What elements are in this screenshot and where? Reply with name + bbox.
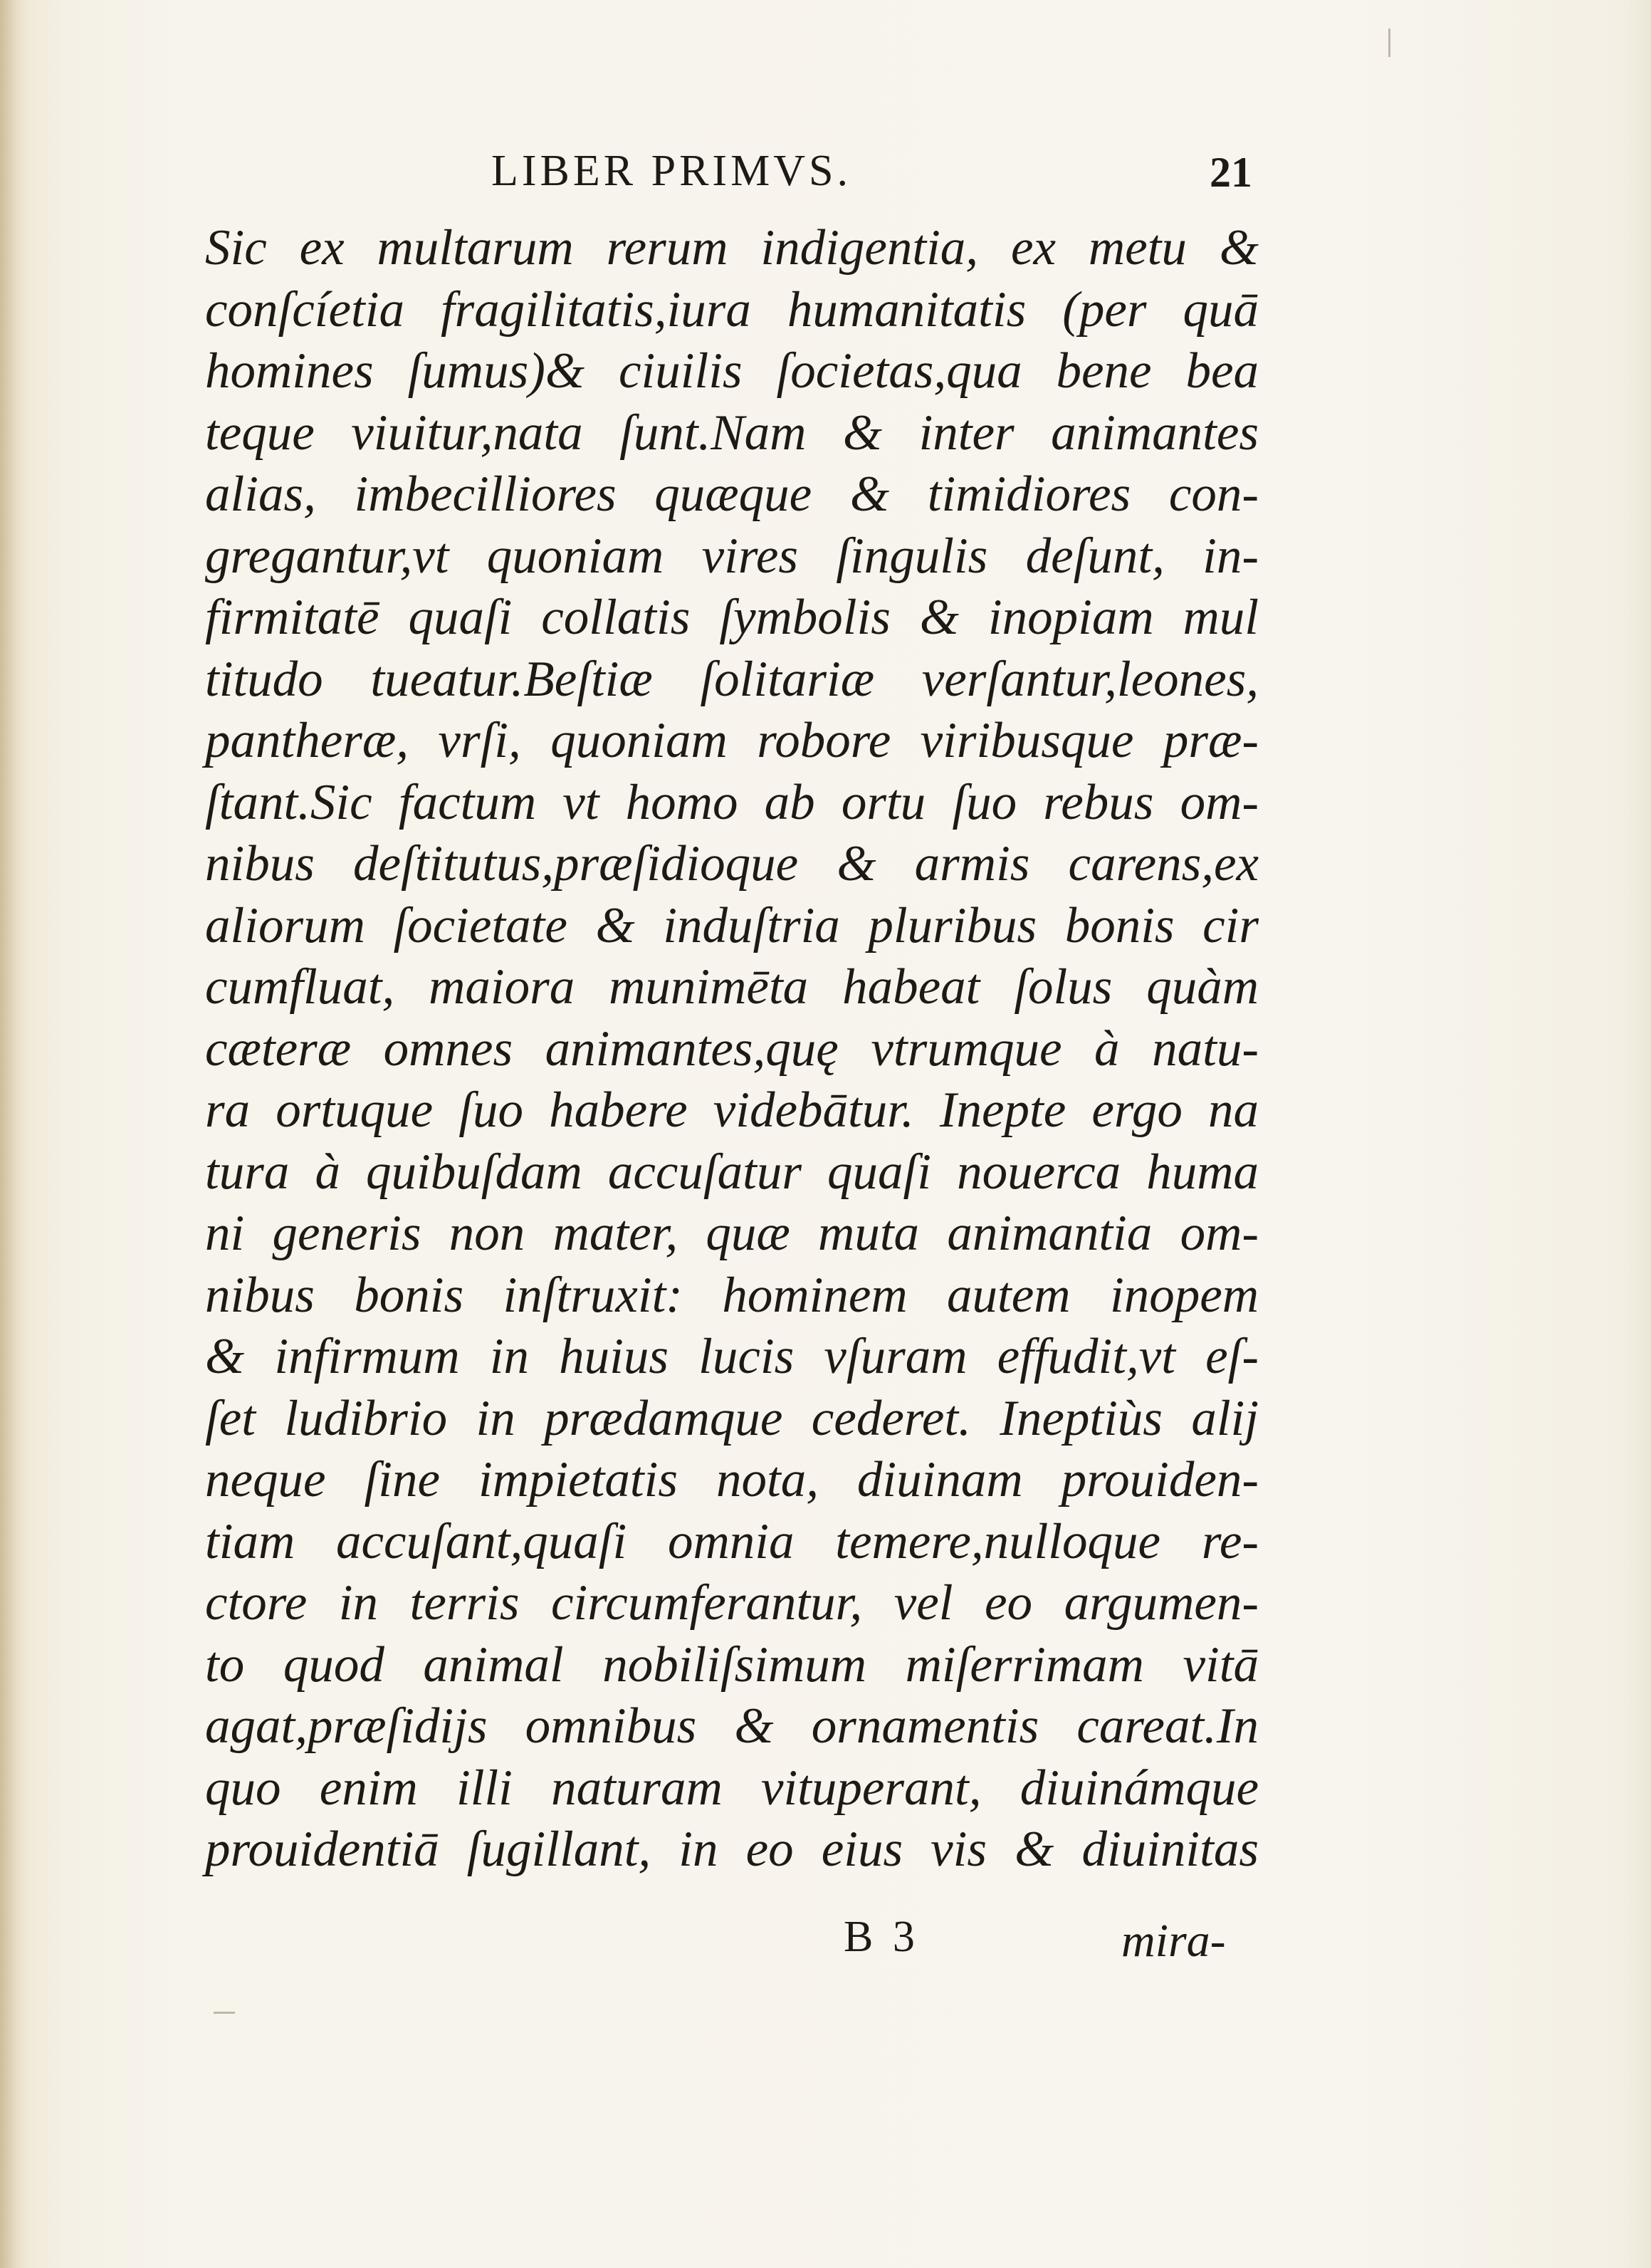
- text-line: ni generis non mater, quæ muta animantia om-: [205, 1206, 1259, 1261]
- text-line: homines ſumus)& ciuilis ſocietas,qua bene bea: [205, 343, 1259, 399]
- text-line: ſet ludibrio in prædamque cederet. Ineptiùs alij: [205, 1390, 1259, 1446]
- text-line: firmitatē quaſi collatis ſymbolis & inopiam mul: [205, 590, 1259, 645]
- text-line: tiam accuſant,quaſi omnia temere,nulloque re-: [205, 1513, 1259, 1569]
- text-line: Sic ex multarum rerum indigentia, ex metu &: [205, 220, 1259, 276]
- text-line: aliorum ſocietate & induſtria pluribus bonis cir: [205, 897, 1259, 953]
- spine-shadow: [0, 0, 28, 2268]
- text-line: cumfluat, maiora munimēta habeat ſolus quàm: [205, 959, 1259, 1015]
- text-line: teque viuitur,nata ſunt.Nam & inter animantes: [205, 404, 1259, 461]
- body-text: [205, 217, 1259, 1881]
- text-line: cæteræ omnes animantes,quę vtrumque à natu-: [205, 1020, 1259, 1077]
- text-line: titudo tueatur.Beſtiæ ſolitariæ verſantur,leones,: [205, 651, 1259, 707]
- text-line: neque ſine impietatis nota, diuinam prouiden-: [205, 1452, 1259, 1507]
- page-number: 21: [1210, 149, 1252, 196]
- text-line: prouidentiā ſugillant, in eo eius vis & diuinitas: [205, 1822, 1259, 1877]
- signature-mark: B 3: [844, 1913, 919, 1961]
- text-line: nibus bonis inſtruxit: hominem autem inopem: [205, 1267, 1259, 1323]
- text-line: agat,præſidijs omnibus & ornamentis careat.In: [205, 1698, 1259, 1754]
- catchword: mira-: [1121, 1915, 1226, 1967]
- text-line: pantheræ, vrſi, quoniam robore viribusque præ-: [205, 713, 1259, 768]
- text-line: & infirmum in huius lucis vſuram effudit,vt eſ-: [205, 1329, 1259, 1384]
- margin-mark: [1388, 28, 1390, 57]
- text-line: ctore in terris circumferantur, vel eo argumen-: [205, 1575, 1259, 1631]
- text-line: alias, imbecilliores quæque & timidiores con-: [205, 466, 1259, 522]
- text-line: nibus deſtitutus,præſidioque & armis carens,ex: [205, 836, 1259, 892]
- text-line: ra ortuque ſuo habere videbātur. Inepte ergo na: [205, 1082, 1259, 1138]
- text-line: ſtant.Sic factum vt homo ab ortu ſuo rebus om-: [205, 774, 1259, 830]
- text-line: quo enim illi naturam vituperant, diuinámque: [205, 1760, 1259, 1816]
- running-head: LIBER PRIMVS.: [491, 147, 851, 195]
- margin-mark: [214, 2012, 235, 2014]
- text-line: tura à quibuſdam accuſatur quaſi nouerca huma: [205, 1144, 1259, 1200]
- text-line: gregantur,vt quoniam vires ſingulis deſunt, in-: [205, 528, 1259, 584]
- text-line: conſcíetia fragilitatis,iura humanitatis (per quā: [205, 281, 1259, 338]
- text-line: to quod animal nobiliſsimum miſerrimam vitā: [205, 1636, 1259, 1693]
